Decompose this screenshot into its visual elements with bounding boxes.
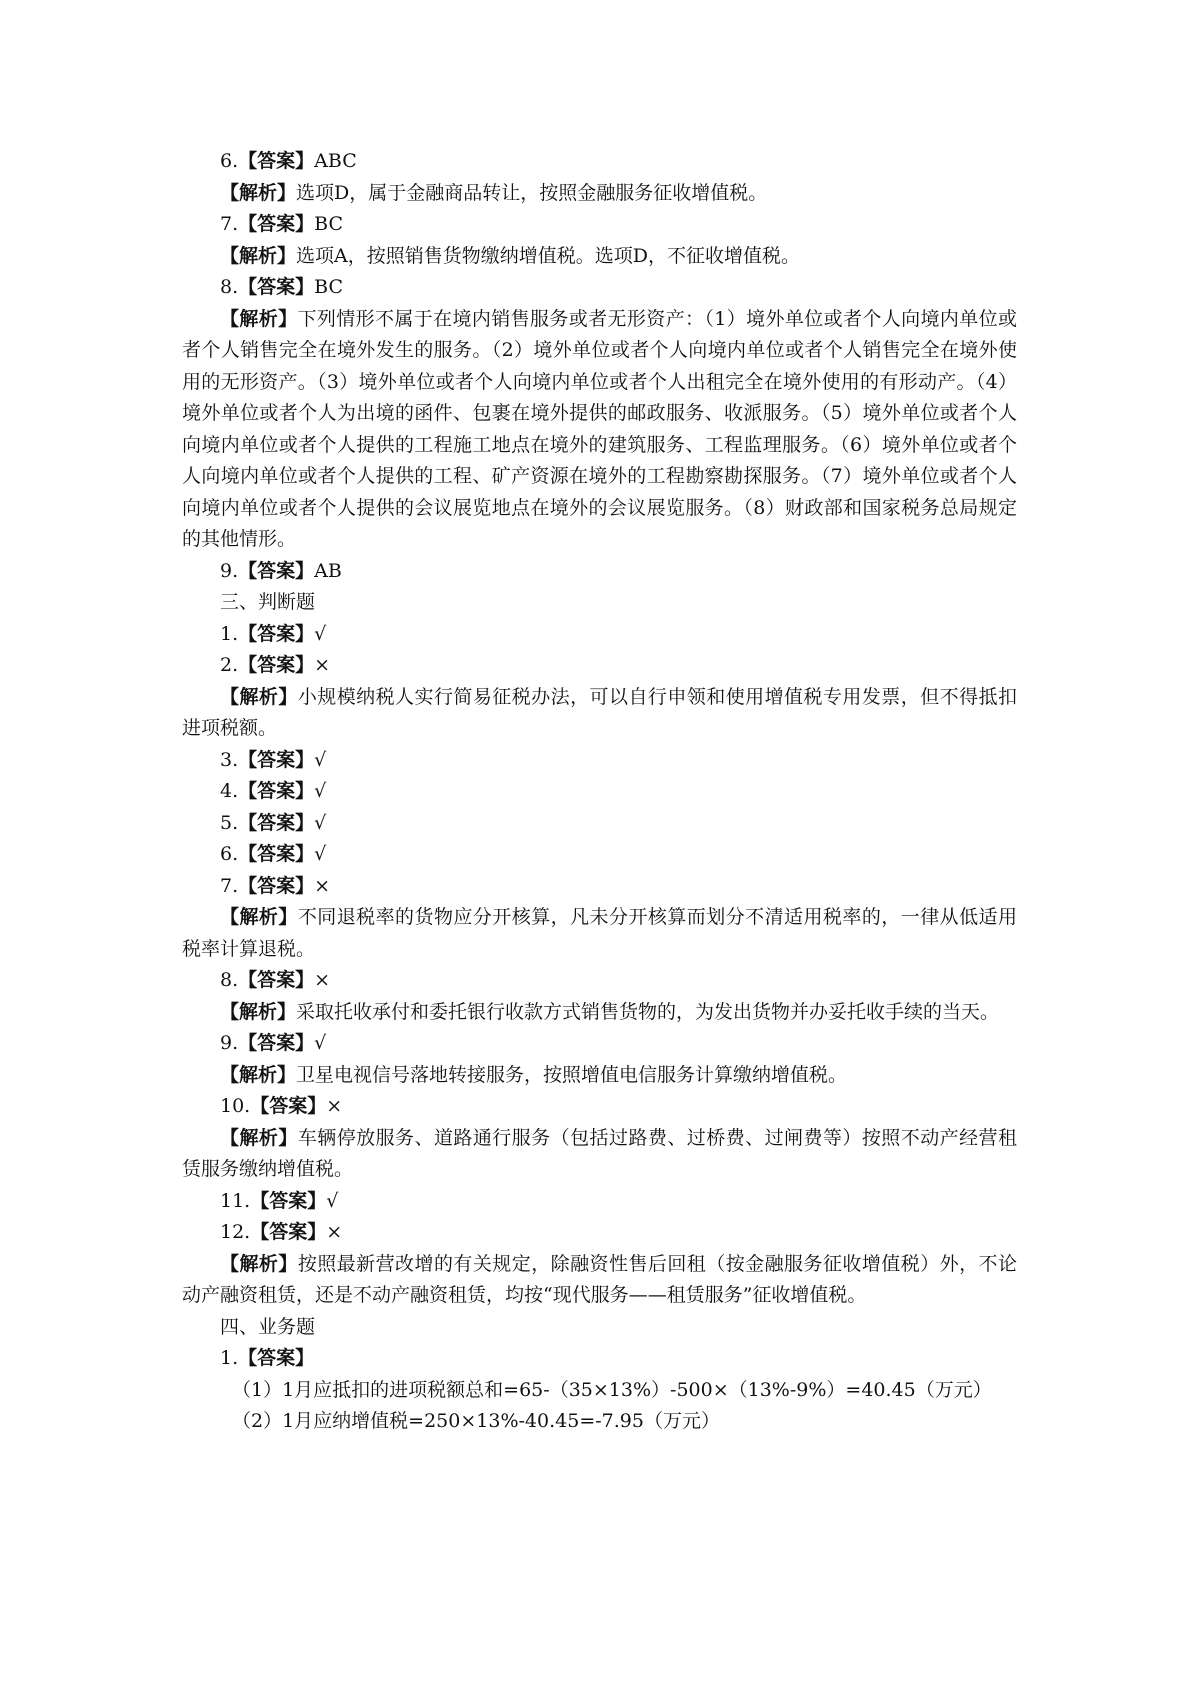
answer-label: 【答案】	[238, 1347, 315, 1369]
answer-label: 【答案】	[238, 780, 315, 802]
analysis-text: 下列情形不属于在境内销售服务或者无形资产：（1）境外单位或者个人向境内单位或者个人销售完全在境外发生的服务。（2）境外单位或者个人向境内单位或者个人销售完全在境外使用的无形资产。（3）境外单位或者个人向境内单位或者个人出租完全在境外使用的有形动产。（4）境外单位或者个人为出境的函件、包裹在境外提供的邮政服务、收派服务。（5）境外单位或者个人向境内单位或者个人提供的工程施工地点在境外的建筑服务、工程监理服务。（6）境外单位或者个人向境内单位或者个人提供的工程、矿产资源在境外的工程勘察勘探服务。（7）境外单位或者个人向境内单位或者个人提供的会议展览地点在境外的会议展览服务。（8）财政部和国家税务总局规定的其他情形。	[182, 307, 1017, 550]
answer-line	[182, 1217, 1017, 1249]
answer-value: BC	[314, 213, 344, 235]
analysis-paragraph	[182, 304, 1017, 556]
analysis-label: 【解析】	[220, 1063, 297, 1086]
answer-label: 【答案】	[238, 748, 315, 771]
analysis-label: 【解析】	[220, 244, 297, 267]
question-number: 9.	[220, 559, 239, 582]
answer-label: 【答案】	[238, 622, 315, 645]
question-number: 11.	[220, 1189, 251, 1212]
answer-line	[182, 650, 1017, 682]
calculation-line: （1）1月应抵扣的进项税额总和=65-（35×13%）-500×（13%-9%）=40.45（万元）	[232, 1378, 992, 1401]
answer-line	[182, 1091, 1017, 1123]
question-number: 10.	[220, 1095, 251, 1117]
analysis-label: 【解析】	[220, 1252, 298, 1275]
answer-value: BC	[314, 276, 344, 298]
question-number: 1.	[220, 1347, 239, 1369]
answer-value: √	[314, 811, 327, 834]
answer-label: 【答案】	[238, 150, 315, 172]
answer-line	[182, 808, 1017, 840]
answer-label: 【答案】	[238, 969, 315, 991]
answer-line	[182, 1343, 1017, 1375]
answer-line	[182, 209, 1017, 241]
answer-value: ×	[314, 874, 331, 897]
analysis-paragraph	[182, 178, 1017, 210]
answer-line	[182, 619, 1017, 651]
answer-line	[182, 776, 1017, 808]
analysis-label: 【解析】	[220, 1000, 297, 1023]
answer-label: 【答案】	[238, 213, 315, 235]
analysis-label: 【解析】	[220, 1126, 298, 1149]
answer-value: AB	[314, 559, 342, 582]
question-number: 4.	[220, 780, 239, 802]
answer-label: 【答案】	[250, 1189, 327, 1212]
answer-label: 【答案】	[238, 1032, 315, 1054]
analysis-paragraph	[182, 997, 1017, 1029]
answer-line	[182, 839, 1017, 871]
question-number: 8.	[220, 276, 239, 298]
question-number: 7.	[220, 874, 239, 897]
analysis-label: 【解析】	[220, 307, 298, 330]
analysis-text: 选项D，属于金融商品转让，按照金融服务征收增值税。	[296, 181, 768, 204]
answer-line	[182, 272, 1017, 304]
answer-line	[182, 965, 1017, 997]
answer-line	[182, 1186, 1017, 1218]
answer-label: 【答案】	[238, 559, 315, 582]
answer-value: √	[314, 843, 327, 865]
answer-line	[182, 146, 1017, 178]
section-heading: 四、业务题	[220, 1315, 316, 1338]
answer-label: 【答案】	[238, 843, 315, 865]
analysis-text: 不同退税率的货物应分开核算，凡未分开核算而划分不清适用税率的，一律从低适用税率计算退税。	[182, 906, 1017, 960]
answer-content	[182, 146, 1017, 1438]
analysis-paragraph	[182, 902, 1017, 965]
answer-value: √	[326, 1189, 339, 1212]
answer-value: √	[314, 622, 327, 645]
question-number: 7.	[220, 213, 239, 235]
answer-label: 【答案】	[238, 654, 315, 676]
analysis-text: 卫星电视信号落地转接服务，按照增值电信服务计算缴纳增值税。	[296, 1063, 848, 1086]
analysis-text: 车辆停放服务、道路通行服务（包括过路费、过桥费、过闸费等）按照不动产经营租赁服务缴纳增值税。	[182, 1126, 1017, 1180]
answer-value: √	[314, 1032, 327, 1054]
question-number: 3.	[220, 748, 239, 771]
question-number: 8.	[220, 969, 239, 991]
analysis-label: 【解析】	[220, 181, 297, 204]
answer-value: √	[314, 748, 327, 771]
calculation-line: （2）1月应纳增值税=250×13%-40.45=-7.95（万元）	[232, 1410, 720, 1432]
section-heading: 三、判断题	[220, 591, 316, 613]
analysis-text: 按照最新营改增的有关规定，除融资性售后回租（按金融服务征收增值税）外，不论动产融资租赁，还是不动产融资租赁，均按“现代服务——租赁服务”征收增值税。	[182, 1252, 1017, 1306]
answer-value: ×	[326, 1221, 343, 1243]
answer-line	[182, 871, 1017, 903]
analysis-text: 选项A，按照销售货物缴纳增值税。选项D，不征收增值税。	[296, 244, 800, 267]
answer-value: ×	[314, 969, 331, 991]
question-number: 2.	[220, 654, 239, 676]
answer-value: ×	[326, 1095, 343, 1117]
analysis-text: 小规模纳税人实行简易征税办法，可以自行申领和使用增值税专用发票，但不得抵扣进项税额。	[182, 685, 1017, 739]
answer-label: 【答案】	[238, 811, 315, 834]
answer-label: 【答案】	[250, 1095, 327, 1117]
question-number: 12.	[220, 1221, 251, 1243]
analysis-paragraph	[182, 1249, 1017, 1312]
analysis-paragraph	[182, 1123, 1017, 1186]
analysis-text: 采取托收承付和委托银行收款方式销售货物的，为发出货物并办妥托收手续的当天。	[296, 1000, 1000, 1023]
analysis-label: 【解析】	[220, 685, 298, 708]
question-number: 6.	[220, 150, 239, 172]
answer-value: √	[314, 780, 327, 802]
answer-label: 【答案】	[238, 276, 315, 298]
analysis-paragraph	[182, 241, 1017, 273]
answer-line	[182, 745, 1017, 777]
answer-line	[182, 556, 1017, 588]
answer-value: ×	[314, 654, 331, 676]
question-number: 9.	[220, 1032, 239, 1054]
answer-value: ABC	[314, 150, 357, 172]
answer-label: 【答案】	[250, 1221, 327, 1243]
question-number: 5.	[220, 811, 239, 834]
answer-label: 【答案】	[238, 874, 315, 897]
analysis-paragraph	[182, 682, 1017, 745]
analysis-label: 【解析】	[220, 906, 298, 928]
question-number: 6.	[220, 843, 239, 865]
answer-line	[182, 1028, 1017, 1060]
analysis-paragraph	[182, 1060, 1017, 1092]
question-number: 1.	[220, 622, 239, 645]
